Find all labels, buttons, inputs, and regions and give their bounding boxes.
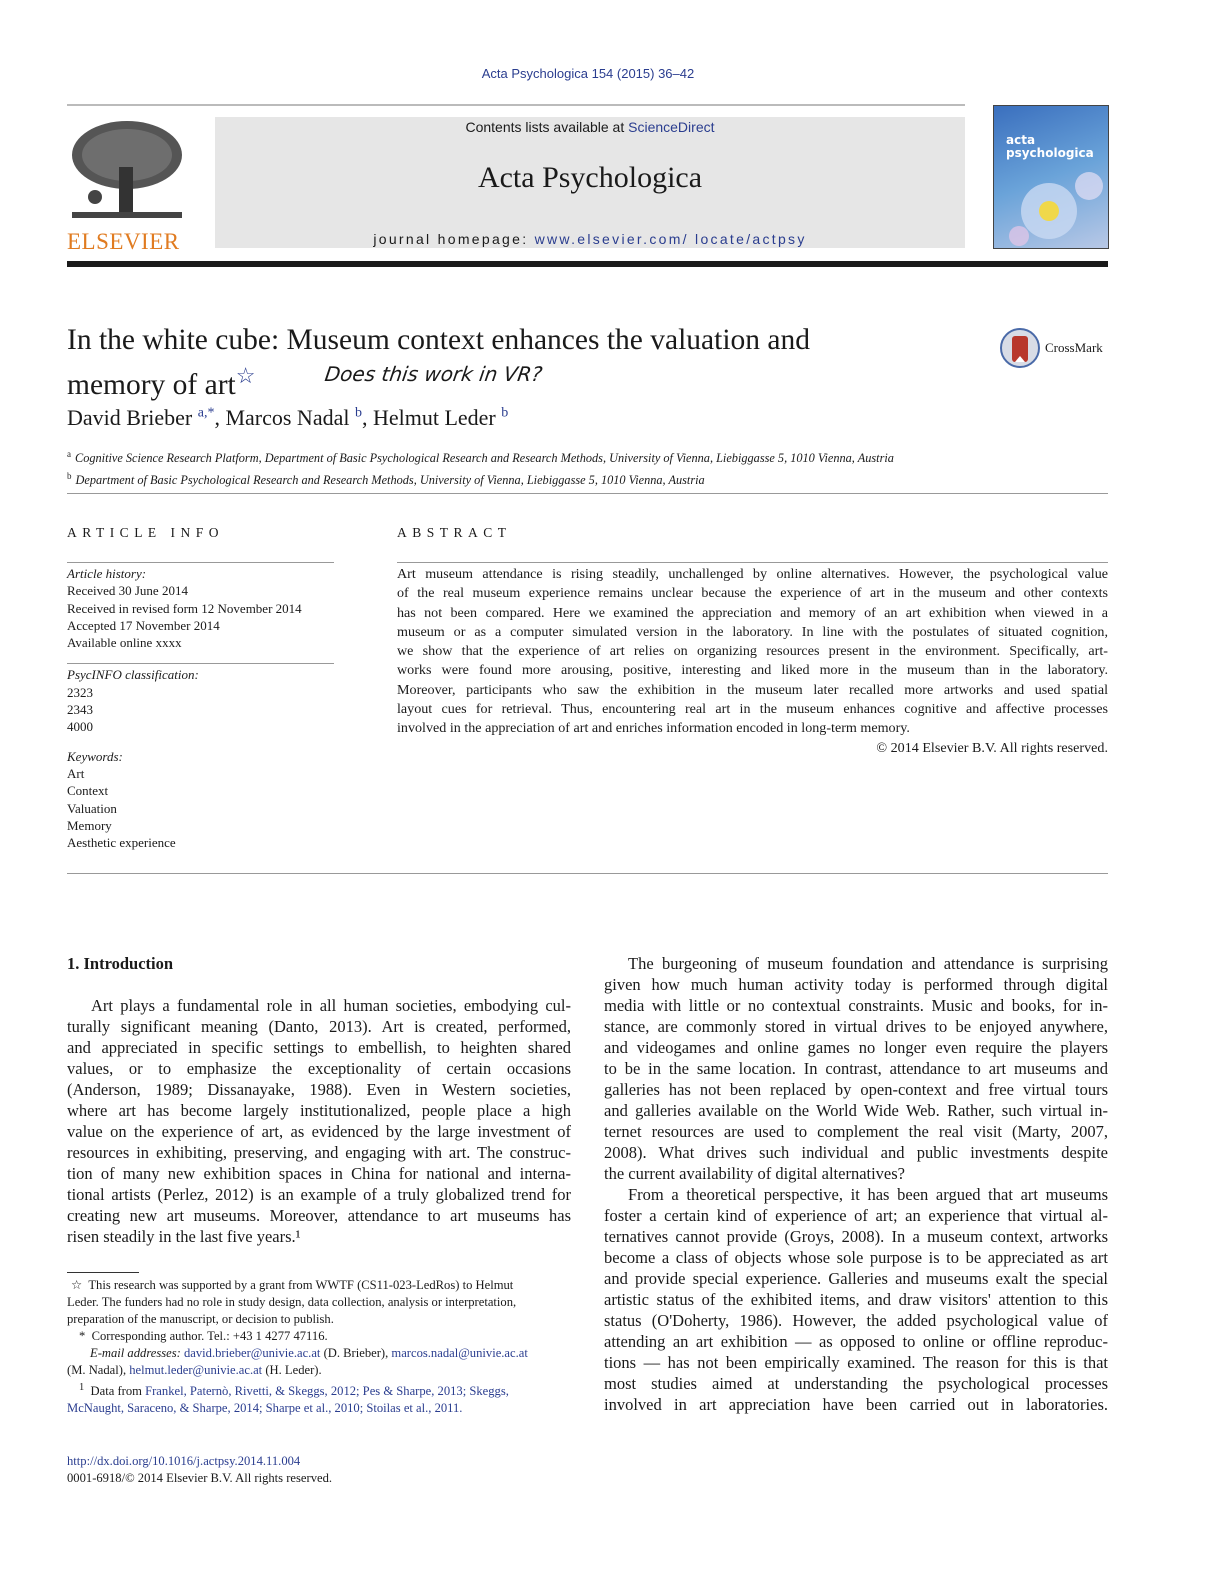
affiliation-text: Cognitive Science Research Platform, Department of Basic Psychological Research and Research Methods, University of Vienna, Liebiggasse 5, 1010 Vienna, Austria <box>75 451 894 466</box>
psycinfo-label: PsycINFO classification: <box>67 667 199 683</box>
crossmark-label: CrossMark <box>1045 340 1103 355</box>
body-text-line: tion of many new exhibition spaces in China for national and interna- <box>67 1164 571 1183</box>
body-text-line: value on the experience of art, as evidenced by the large investment of <box>67 1122 571 1141</box>
contents-line <box>215 119 965 135</box>
homepage-link[interactable]: www.elsevier.com/ locate/actpsy <box>534 231 807 247</box>
article-info <box>67 562 334 851</box>
body-text-line: values, or to emphasize the exceptionality of certain occasions <box>67 1059 571 1078</box>
body-column-right <box>604 953 1108 1415</box>
body-text-line: risen steadily in the last five years.¹ <box>67 1227 301 1246</box>
footnote-rule <box>67 1272 139 1273</box>
body-text-line: ternet resources are used to complement the real visit (Marty, 2007, <box>604 1122 1108 1141</box>
affiliation-text: Department of Basic Psychological Research and Research Methods, University of Vienna, Liebiggasse 5, 1010 Vienna, Austria <box>75 473 705 488</box>
footnote-1: $^1$ Data from Frankel, Paternò, Rivetti, & Skeggs, 2012; Pes & Sharpe, 2013; Skeggs, <box>79 1382 509 1399</box>
email-link[interactable]: marcos.nadal@univie.ac.at <box>391 1346 528 1360</box>
abstract-line: museum or as a computer simulated version in the laboratory. In line with the postulates of situated cognition, <box>397 623 1108 640</box>
body-text-line: artistic status of the exhibited items, and draw visitors' attention to this <box>604 1290 1108 1309</box>
crossmark-icon <box>1000 328 1040 368</box>
doi-link[interactable]: http://dx.doi.org/10.1016/j.actpsy.2014.11.004 <box>67 1454 301 1468</box>
keyword: Valuation <box>67 800 117 816</box>
header-divider <box>67 261 1108 267</box>
article-history <box>67 562 334 651</box>
publisher-name: ELSEVIER <box>67 229 180 254</box>
journal-banner <box>215 117 965 248</box>
email-link[interactable]: helmut.leder@univie.ac.at <box>129 1363 263 1377</box>
body-text-line: media with little or no contextual constraints. Music and books, for in- <box>604 996 1108 1015</box>
author-name: Marcos Nadal <box>225 405 350 430</box>
body-text-line: and videogames and online games no longer even require the players <box>604 1038 1108 1057</box>
sciencedirect-link[interactable]: ScienceDirect <box>628 119 715 135</box>
email-owner: (M. Nadal), <box>67 1363 130 1377</box>
cover-title-2: psychologica <box>1006 146 1094 160</box>
author-name: David Brieber <box>67 405 193 430</box>
keyword: Context <box>67 783 109 799</box>
elsevier-tree-icon <box>67 117 187 222</box>
abstract-heading: ABSTRACT <box>397 525 512 540</box>
body-text-line: stance, are commonly stored in virtual drives to be enjoyed anywhere, <box>604 1017 1108 1036</box>
copyright-notice: © 2014 Elsevier B.V. All rights reserved. <box>876 739 1108 756</box>
affiliation-marker: b <box>67 471 72 482</box>
homepage-label: journal homepage: <box>373 231 535 247</box>
body-text-line: From a theoretical perspective, it has been argued that art museums <box>628 1185 1108 1204</box>
body-text-line: attending an art exhibition — as opposed to online or offline reproduc- <box>604 1332 1108 1351</box>
body-text-line: become a class of objects whose sole purpose is to be appreciated as art <box>604 1248 1108 1267</box>
affiliation-marker: a <box>67 449 71 459</box>
footnote-text: Data from <box>90 1384 146 1399</box>
email-owner: (H. Leder). <box>262 1363 322 1377</box>
flower-image-icon <box>1004 166 1104 246</box>
body-text-line: galleries has not been replaced by open-context and free virtual tours <box>604 1080 1108 1099</box>
handwritten-annotation: Does this work in VR? <box>323 362 544 386</box>
author-list: David Brieber $^{a,*}$, Marcos Nadal $^b$, Helmut Leder $^b$ <box>67 405 509 430</box>
body-text-line: Art plays a fundamental role in all human societies, embodying cul- <box>91 996 571 1015</box>
article-info-heading: ARTICLE INFO <box>67 525 225 540</box>
abstract-line: layout cues for retrieval. Thus, encountering real art in the museum enhances cognitive and affective processes <box>397 701 1108 718</box>
body-text-line: The burgeoning of museum foundation and attendance is surprising <box>628 954 1108 973</box>
divider <box>67 493 1108 494</box>
body-text-line: and appreciated in specific settings to embellish, to heighten shared <box>67 1038 571 1057</box>
title-line-2: memory of art <box>67 368 236 401</box>
body-text-line: involved in art appreciation have been carried out in laboratories. <box>604 1395 1108 1414</box>
author-affiliation-link[interactable]: a,* <box>197 405 215 421</box>
body-text-line: the current availability of digital alternatives? <box>604 1164 906 1183</box>
body-text-line: status (O'Doherty, 1986). However, the added psychological value of <box>604 1311 1108 1330</box>
body-text-line: and provide special experience. Galleries and museums exalt the special <box>604 1269 1108 1288</box>
history-entry: Accepted 17 November 2014 <box>67 617 220 633</box>
cover-title-1: acta <box>1006 133 1036 147</box>
email-label: E-mail addresses: <box>90 1346 181 1360</box>
footnote-text: Leder. The funders had no role in study design, data collection, analysis or interpretation, <box>67 1295 517 1309</box>
affiliations <box>67 445 894 489</box>
body-text-line: creating new art museums. Moreover, attendance to art museums has <box>67 1206 571 1225</box>
abstract-line: has not been compared. Here we examined the appreciation and memory of an art exhibition when viewed in a <box>397 604 1108 621</box>
abstract-line: Art museum attendance is rising steadily, unchallenged by online alternatives. However, the psychological value <box>397 566 1108 582</box>
footnote-funding: ☆ This research was supported by a grant from WWTF (CS11-023-LedRos) to Helmut <box>71 1278 514 1292</box>
issn-copyright: 0001-6918/© 2014 Elsevier B.V. All rights reserved. <box>67 1471 333 1485</box>
abstract-line: involved in the appreciation of art and enriches information encoded in long-term memory. <box>397 720 910 737</box>
body-text-line: tions — has not been empirically examined. The reason for this is that <box>604 1353 1108 1372</box>
psycinfo-code: 2343 <box>67 702 93 718</box>
history-entry: Received in revised form 12 November 2014 <box>67 600 302 616</box>
homepage-line <box>215 231 965 247</box>
history-entry: Available online xxxx <box>67 635 182 651</box>
title-footnote-star-link[interactable]: ☆ <box>235 363 256 388</box>
keywords <box>67 748 334 852</box>
footnote-emails <box>67 1345 571 1362</box>
footer <box>67 1453 332 1487</box>
elsevier-logo <box>67 117 187 254</box>
journal-citation-link[interactable]: Acta Psychologica 154 (2015) 36–42 <box>481 66 695 81</box>
body-text-line: most studies aimed at understanding the psychological processes <box>604 1374 1108 1393</box>
body-text-line: foster a certain kind of experience of art; an experience that virtual al- <box>604 1206 1108 1225</box>
abstract-line: of the real museum experience remains unclear because the experience of art in the museum and other contexts <box>397 585 1108 602</box>
body-text-line: where art has become largely institutionalized, people place a high <box>67 1101 571 1120</box>
contents-label: Contents lists available at <box>465 119 629 135</box>
divider <box>67 873 1108 874</box>
journal-title: Acta Psychologica <box>477 161 703 194</box>
abstract-line: works were found more arousing, positive, interesting and liked more in the museum than in the laboratory. <box>397 662 1108 679</box>
history-entry: Received 30 June 2014 <box>67 583 188 599</box>
divider <box>67 104 965 106</box>
body-text-line: resources in exhibiting, preserving, and engaging with art. The construc- <box>67 1143 571 1162</box>
body-text-line: ternatives cannot provide (Groys, 2008). In a museum context, artworks <box>604 1227 1108 1246</box>
title-line-1: In the white cube: Museum context enhances the valuation and <box>67 324 811 356</box>
affiliation <box>67 467 894 489</box>
body-text-line: turally significant meaning (Danto, 2013). Art is created, performed, <box>67 1017 571 1036</box>
footnote-text: Corresponding author. Tel.: +43 1 4277 47116. <box>91 1329 328 1343</box>
email-link[interactable]: david.brieber@univie.ac.at <box>183 1346 321 1360</box>
keywords-label: Keywords: <box>67 748 123 764</box>
section-heading: 1. Introduction <box>67 954 174 973</box>
footnote-text: preparation of the manuscript, or decision to publish. <box>67 1312 334 1326</box>
keyword: Art <box>67 765 85 781</box>
author-name: Helmut Leder <box>372 405 496 430</box>
body-text-line: 2008). What drives such individual and public investments despite <box>604 1143 1108 1162</box>
footnote-corresponding: * Corresponding author. Tel.: +43 1 4277 47116. <box>79 1329 328 1343</box>
body-text-line: tional artists (Perlez, 2012) is an example of a truly globalized trend for <box>67 1185 571 1204</box>
psycinfo-code: 4000 <box>67 719 93 735</box>
psycinfo-classification <box>67 663 334 735</box>
footnotes <box>67 1272 571 1417</box>
abstract-line: we show that the experience of art relies on organizing resources present in the environment. Specifically, art- <box>397 643 1108 660</box>
body-text-line: to be in the same location. In contrast, attendance to art museums and <box>604 1059 1108 1078</box>
history-label: Article history: <box>67 566 147 581</box>
keyword: Memory <box>67 817 112 833</box>
author-affiliation-link[interactable]: b <box>501 405 509 421</box>
journal-cover <box>993 105 1109 249</box>
body-column-left <box>67 953 571 1247</box>
body-text-line: and galleries available on the World Wide Web. Rather, such virtual in- <box>604 1101 1108 1120</box>
keyword: Aesthetic experience <box>67 835 176 851</box>
abstract-line: Moreover, participants who saw the exhibition in the museum later recalled more artworks and used spatial <box>397 681 1108 698</box>
affiliation <box>67 445 894 467</box>
body-text-line: given how much human activity today is performed through digital <box>604 975 1108 994</box>
email-owner: (D. Brieber), <box>320 1346 392 1360</box>
psycinfo-code: 2323 <box>67 684 93 700</box>
footnote-emails-cont <box>67 1362 571 1379</box>
body-text-line: (Anderson, 1989; Dissanayake, 1988). Even in Western societies, <box>67 1080 571 1099</box>
reference-link[interactable]: McNaught, Saraceno, & Sharpe, 2014; Sharpe et al., 2010; Stoilas et al., 2011. <box>67 1401 463 1416</box>
footnote-text: This research was supported by a grant from WWTF (CS11-023-LedRos) to Helmut <box>88 1278 514 1292</box>
reference-link[interactable]: Frankel, Paternò, Rivetti, & Skeggs, 2012; Pes & Sharpe, 2013; Skeggs, <box>145 1384 509 1399</box>
author-affiliation-link[interactable]: b <box>354 405 362 421</box>
crossmark-button[interactable] <box>1000 328 1103 368</box>
abstract <box>397 562 1108 758</box>
